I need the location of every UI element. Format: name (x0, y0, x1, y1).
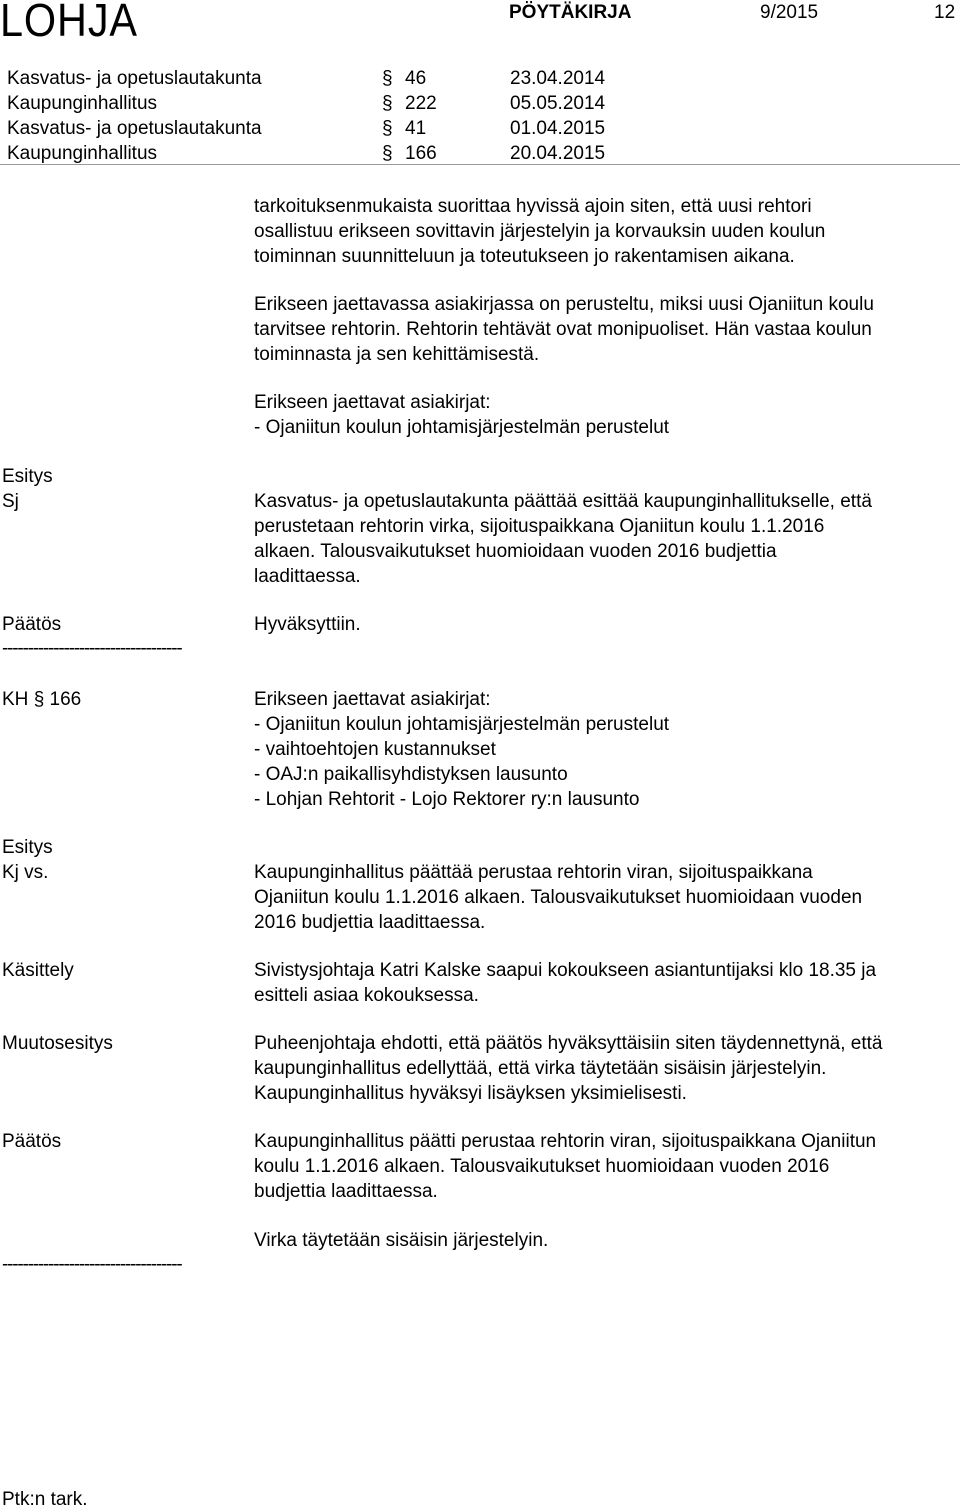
section-sign-icon: § (382, 68, 393, 89)
reference-section-number: 166 (405, 143, 437, 164)
document-number: 9/2015 (760, 2, 819, 23)
minutes-checker-note: Ptk:n tark. (2, 1489, 88, 1510)
reference-section-number: 46 (405, 68, 427, 89)
reference-date: 20.04.2015 (510, 143, 606, 164)
handling-text (254, 958, 958, 1008)
text-line: toiminnasta ja sen kehittämisestä. (254, 344, 540, 365)
board-proposal-text (254, 489, 958, 589)
text-line: Erikseen jaettavat asiakirjat: (254, 392, 491, 413)
kh-label-prefix: KH (2, 689, 29, 710)
logo: LOHJA (0, 0, 138, 46)
text-line: - Ojaniitun koulun johtamisjärjestelmän perustelut (254, 417, 670, 438)
section-sign-icon: § (382, 118, 393, 139)
proposal-label: Esitys (2, 837, 53, 858)
text-line: - Ojaniitun koulun johtamisjärjestelmän perustelut (254, 714, 670, 735)
text-line: Kaupunginhallitus päättää perustaa rehtorin viran, sijoituspaikkana (254, 862, 813, 883)
document-type: PÖYTÄKIRJA (509, 2, 632, 23)
kh-section-label (2, 687, 81, 712)
kh-decision-extra: Virka täytetään sisäisin järjestelyin. (254, 1230, 549, 1251)
intro-paragraph-2 (254, 292, 958, 367)
reference-organ: Kasvatus- ja opetuslautakunta (7, 68, 262, 89)
reference-date: 05.05.2014 (510, 93, 606, 114)
decision-label: Päätös (2, 1131, 62, 1152)
intro-paragraph-1 (254, 194, 958, 269)
kh-decision-text (254, 1129, 958, 1204)
proposal-label: Esitys (2, 466, 53, 487)
reference-date: 01.04.2015 (510, 118, 606, 139)
amendment-text (254, 1031, 958, 1106)
intro-attachments (254, 390, 958, 440)
text-line: Ojaniitun koulu 1.1.2016 alkaen. Talousvaikutukset huomioidaan vuoden (254, 887, 863, 908)
kh-attachments (254, 687, 958, 812)
section-sign-icon: § (382, 143, 393, 164)
text-line: tarkoituksenmukaista suorittaa hyvissä ajoin siten, että uusi rehtori (254, 196, 812, 217)
reference-row (7, 66, 960, 91)
header-divider (0, 164, 960, 165)
text-line: perustetaan rehtorin virka, sijoituspaikkana Ojaniitun koulu 1.1.2016 (254, 516, 825, 537)
kh-proposal-text (254, 860, 958, 935)
decision-label: Päätös (2, 614, 62, 635)
text-line: toiminnan suunnitteluun ja toteutukseen jo rakentamisen aikana. (254, 246, 795, 267)
proposal-presenter-label: Kj vs. (2, 862, 49, 883)
section-sign-icon: § (382, 93, 393, 114)
section-separator: ----------------------------------- (2, 1254, 182, 1275)
proposal-presenter-label: Sj (2, 491, 19, 512)
text-line: 2016 budjettia laadittaessa. (254, 912, 486, 933)
text-line: laadittaessa. (254, 566, 361, 587)
reference-date: 23.04.2014 (510, 68, 606, 89)
text-line: alkaen. Talousvaikutukset huomioidaan vuoden 2016 budjettia (254, 541, 777, 562)
reference-organ: Kaupunginhallitus (7, 93, 158, 114)
text-line: koulu 1.1.2016 alkaen. Talousvaikutukset huomioidaan vuoden 2016 (254, 1156, 830, 1177)
section-separator: ----------------------------------- (2, 638, 182, 659)
handling-label: Käsittely (2, 960, 74, 981)
text-line: Erikseen jaettavat asiakirjat: (254, 689, 491, 710)
kh-label-number: 166 (49, 689, 82, 710)
text-line: - vaihtoehtojen kustannukset (254, 739, 496, 760)
reference-table (7, 66, 960, 166)
text-line: kaupunginhallitus edellyttää, että virka täytetään sisäisin järjestelyin. (254, 1058, 827, 1079)
text-line: osallistuu erikseen sovittavin järjestelyin ja korvauksin uuden koulun (254, 221, 826, 242)
decision-text: Hyväksyttiin. (254, 614, 361, 635)
text-line: - Lohjan Rehtorit - Lojo Rektorer ry:n lausunto (254, 789, 640, 810)
text-line: esitteli asiaa kokouksessa. (254, 985, 479, 1006)
reference-organ: Kasvatus- ja opetuslautakunta (7, 118, 262, 139)
text-line: Kaupunginhallitus päätti perustaa rehtorin viran, sijoituspaikkana Ojaniitun (254, 1131, 877, 1152)
text-line: Puheenjohtaja ehdotti, että päätös hyväksyttäisiin siten täydennettynä, että (254, 1033, 883, 1054)
text-line: - OAJ:n paikallisyhdistyksen lausunto (254, 764, 568, 785)
reference-row (7, 91, 960, 116)
text-line: Sivistysjohtaja Katri Kalske saapui kokoukseen asiantuntijaksi klo 18.35 ja (254, 960, 877, 981)
reference-row (7, 141, 960, 166)
amendment-label: Muutosesitys (2, 1033, 113, 1054)
text-line: Kaupunginhallitus hyväksyi lisäyksen yksimielisesti. (254, 1083, 687, 1104)
reference-section-number: 41 (405, 118, 427, 139)
text-line: tarvitsee rehtorin. Rehtorin tehtävät ovat monipuoliset. Hän vastaa koulun (254, 319, 872, 340)
reference-section-number: 222 (405, 93, 437, 114)
section-sign-icon: § (33, 689, 45, 710)
text-line: budjettia laadittaessa. (254, 1181, 438, 1202)
reference-row (7, 116, 960, 141)
text-line: Kasvatus- ja opetuslautakunta päättää esittää kaupunginhallitukselle, että (254, 491, 872, 512)
page-number: 12 (934, 2, 956, 23)
text-line: Erikseen jaettavassa asiakirjassa on perusteltu, miksi uusi Ojaniitun koulu (254, 294, 874, 315)
reference-organ: Kaupunginhallitus (7, 143, 158, 164)
